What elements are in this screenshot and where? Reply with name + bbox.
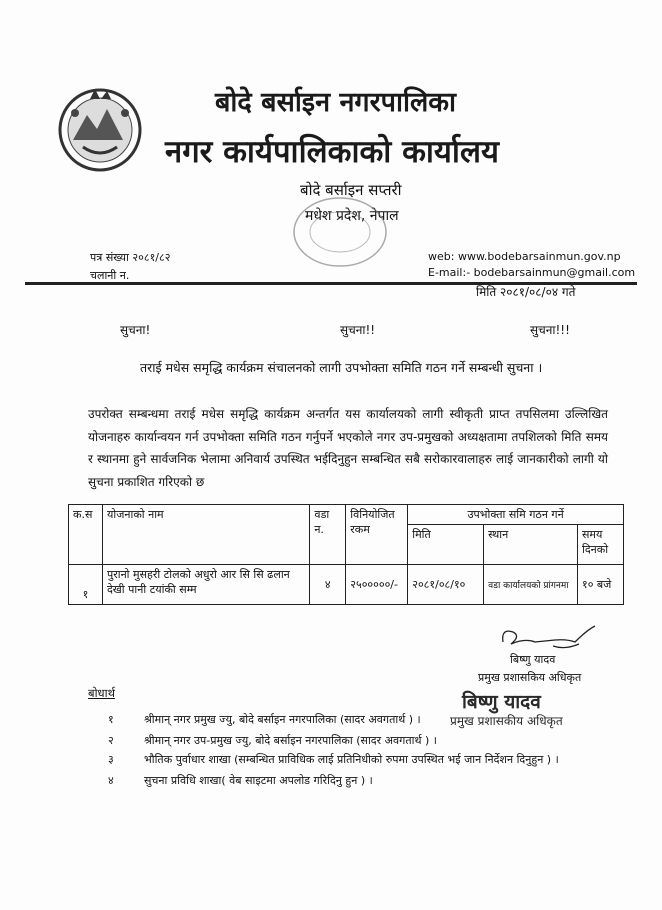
list-item [108, 712, 421, 727]
location-line-1: बोदे बर्साइन सप्तरी [300, 181, 402, 199]
cc-number: ४ [108, 774, 114, 787]
dispatch-number: चलानी न. [90, 269, 130, 282]
notice-subject: तराई मधेस समृद्धि कार्यक्रम संचालनको लागी उपभोक्ता समिति गठन गर्ने सम्बन्धी सुचना । [140, 360, 543, 375]
cc-text: श्रीमान् नगर प्रमुख ज्यु, बोदे बर्साइन नगरपालिका (सादर अवगतार्थ ) । [144, 713, 421, 726]
cell-amount: २५०००००/- [346, 565, 408, 605]
cc-title: बोधार्थ [88, 686, 115, 700]
list-item [108, 733, 437, 748]
email-link[interactable]: E-mail:- bodebarsainmun@gmail.com [428, 266, 636, 279]
cell-time: १० बजे [577, 565, 623, 605]
header-place: स्थान [484, 525, 578, 565]
cc-number: ३ [108, 753, 114, 766]
header-name: योजनाको नाम [102, 505, 309, 565]
cc-text: सुचना प्रविधि शाखा( वेब साइटमा अपलोड गरिदिनु हुन ) । [144, 774, 373, 787]
location-line-2: मधेश प्रदेश, नेपाल [305, 208, 399, 224]
table-header-row [69, 505, 624, 525]
cell-place: वडा कार्यालयको प्रांगनमा [484, 565, 578, 605]
header-ward: वडा न. [310, 505, 346, 565]
office-stamp-icon [290, 192, 390, 272]
website-link[interactable]: web: www.bodebarsainmun.gov.np [428, 250, 621, 263]
list-item [108, 752, 559, 767]
nepal-emblem-icon [55, 85, 145, 175]
list-item [108, 773, 373, 788]
signature-icon [495, 620, 605, 655]
notice-label-3: सुचना!!! [530, 323, 570, 337]
notice-body: उपरोक्त सम्बन्धमा तराई मधेस समृद्धि कार्यक्रम अन्तर्गत यस कार्यालयको लागी स्वीकृती प्राप्त तपसिलमा उल्लिखित योजनाहरु कार्यान्वयन गर्न उपभोक्ता समिति गठन गर्नुपर्ने भएकोले नगर उप-प्रमुखको अध्यक्षतामा तपशिलको मिति समय र स्थानमा हुने सार्वजनिक भेलामा अनिवार्य उपस्थित भईदिनुहुन सम्बन्धित सबै सरोकारवालाहरु लाई जानकारीको लागी यो सुचना प्रकाशित गरिएको छ [88, 407, 608, 489]
notice-label-1: सुचना! [120, 323, 151, 337]
seal-name: बिष्णु यादव [462, 691, 541, 713]
notice-label-2: सुचना!! [340, 323, 376, 337]
cell-name: पुरानो मुसहरी टोलको अधुरो आर सि सि ढलान देखी पानी टयांकी सम्म [102, 565, 309, 605]
header-sn: क.स [69, 505, 103, 565]
seal-title: प्रमुख प्रशासकीय अधिकृत [450, 714, 563, 728]
project-table [68, 504, 624, 605]
header-committee: उपभोक्ता समि गठन गर्ने [408, 505, 624, 525]
letter-number: पत्र संख्या २०८१/८२ [90, 251, 171, 264]
signatory-title: प्रमुख प्रशासकिय अधिकृत [478, 671, 582, 684]
signatory-name: बिष्णु यादव [510, 653, 556, 666]
cc-text: भौतिक पुर्वाधार शाखा (सम्बन्धित प्राविधिक लाई प्रतिनिधीको रुपमा उपस्थित भई जान निर्देशन दिनुहुन ) । [144, 753, 559, 766]
header-date: मिति [408, 525, 484, 565]
municipality-name: बोदे बर्साइन नगरपालिका [215, 87, 457, 118]
cc-number: १ [108, 713, 114, 726]
header-amount: विनियोजित रकम [346, 505, 408, 565]
office-name: नगर कार्यपालिकाको कार्यालय [165, 134, 499, 170]
cell-sn: १ [69, 565, 103, 605]
header-time: समय दिनको [577, 525, 623, 565]
table-row [69, 565, 624, 605]
letter-date: मिति २०८१/०८/०४ गते [476, 285, 576, 299]
cell-date: २०८१/०८/१० [408, 565, 484, 605]
cc-text: श्रीमान् नगर उप-प्रमुख ज्यु, बोदे बर्साइन नगरपालिका (सादर अवगतार्थ ) । [144, 734, 437, 747]
cell-ward: ४ [310, 565, 346, 605]
cc-number: २ [108, 734, 114, 747]
